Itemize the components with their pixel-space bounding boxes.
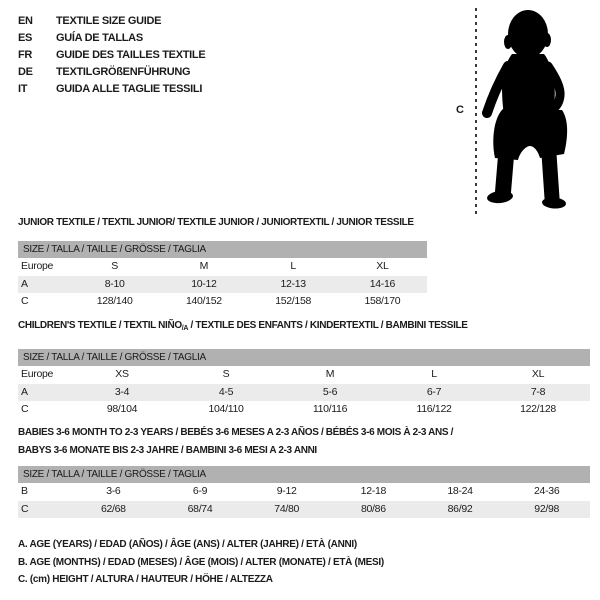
value-cell: 7-8	[530, 385, 546, 398]
value-cell: 86/92	[447, 502, 473, 515]
size-column: S	[222, 368, 230, 380]
footnote-c: C. (cm) HEIGHT / ALTURA / HAUTEUR / HÖHE / ALTEZZA	[18, 574, 273, 586]
value-cell: 8-10	[104, 277, 125, 290]
junior-row-a	[18, 276, 427, 294]
lang-label-en: TEXTILE SIZE GUIDE	[56, 15, 162, 27]
lang-label-it: GUIDA ALLE TAGLIE TESSILI	[56, 83, 203, 95]
value-cell: 12-18	[360, 485, 387, 497]
junior-size-table	[18, 241, 427, 311]
row-label: A	[21, 277, 28, 290]
row-label: C	[21, 403, 29, 415]
lang-label-es: GUÍA DE TALLAS	[56, 32, 143, 44]
toddler-silhouette	[478, 8, 570, 210]
value-cell: 158/170	[364, 295, 401, 307]
lang-label-de: TEXTILGRÖßENFÜHRUNG	[56, 66, 191, 78]
value-cell: 6-9	[192, 485, 208, 497]
junior-row-c	[18, 293, 427, 311]
size-column: S	[111, 260, 118, 272]
value-cell: 68/74	[187, 502, 213, 515]
children-size-table	[18, 349, 590, 419]
value-cell: 12-13	[280, 277, 306, 290]
children-row-c	[18, 401, 590, 419]
value-cell: 9-12	[276, 485, 297, 497]
value-cell: 18-24	[447, 485, 473, 497]
value-cell: 116/122	[416, 403, 452, 415]
babies-title-line2: BABYS 3-6 MONATE BIS 2-3 JAHRE / BAMBINI 3-6 MESI A 2-3 ANNI	[18, 445, 317, 456]
children-title-part1: CHILDREN'S TEXTILE / TEXTIL NIÑO	[18, 320, 182, 331]
value-cell: 3-4	[114, 385, 130, 398]
value-cell: 62/68	[100, 502, 126, 515]
row-label: A	[21, 385, 28, 398]
lang-code-es: ES	[18, 32, 33, 44]
babies-size-table	[18, 466, 590, 518]
value-cell: 98/104	[106, 403, 138, 415]
language-header	[18, 13, 205, 98]
lang-code-en: EN	[18, 15, 33, 27]
children-columns-row	[18, 366, 590, 384]
children-size-header: SIZE / TALLA / TAILLE / GRÖSSE / TAGLIA	[18, 349, 590, 366]
value-cell: 122/128	[520, 403, 556, 415]
value-cell: 80/86	[360, 502, 386, 515]
lang-code-de: DE	[18, 66, 33, 78]
row-label: C	[21, 502, 29, 515]
value-cell: 5-6	[322, 385, 338, 398]
junior-section-title: JUNIOR TEXTILE / TEXTIL JUNIOR/ TEXTILE JUNIOR / JUNIORTEXTIL / JUNIOR TESSILE	[18, 217, 414, 228]
junior-size-header: SIZE / TALLA / TAILLE / GRÖSSE / TAGLIA	[18, 241, 427, 258]
babies-row-c	[18, 501, 590, 519]
row-label: C	[21, 295, 29, 307]
size-column: XL	[531, 368, 545, 380]
value-cell: 4-5	[218, 385, 234, 398]
size-column: L	[290, 260, 296, 272]
size-column: XL	[376, 260, 389, 272]
value-cell: 10-12	[191, 277, 217, 290]
value-cell: 92/98	[534, 502, 560, 515]
value-cell: 14-16	[369, 277, 396, 290]
size-column: L	[431, 368, 437, 380]
region-label: Europe	[21, 260, 54, 272]
babies-section-title	[18, 424, 578, 460]
height-measure-dotted-line	[475, 8, 477, 216]
babies-title-line1: BABIES 3-6 MONTH TO 2-3 YEARS / BEBÉS 3-6 MESES A 2-3 AÑOS / BÉBÉS 3-6 MOIS À 2-3 ANS /	[18, 427, 454, 438]
value-cell: 74/80	[274, 502, 300, 515]
region-label: Europe	[21, 368, 54, 380]
lang-code-fr: FR	[18, 49, 33, 61]
row-label: B	[21, 485, 28, 497]
footnotes	[18, 536, 384, 589]
children-title-part2: / TEXTILE DES ENFANTS / KINDERTEXTIL / BAMBINI TESSILE	[188, 320, 468, 331]
height-measure-label: C	[456, 104, 464, 116]
value-cell: 104/110	[208, 403, 244, 415]
value-cell: 152/158	[275, 295, 312, 307]
value-cell: 24-36	[534, 485, 560, 497]
size-column: M	[325, 368, 335, 380]
children-section-title	[18, 319, 468, 336]
babies-size-header: SIZE / TALLA / TAILLE / GRÖSSE / TAGLIA	[18, 466, 590, 483]
footnote-a: A. AGE (YEARS) / EDAD (AÑOS) / ÂGE (ANS) / ALTER (JAHRE) / ETÀ (ANNI)	[18, 539, 357, 550]
value-cell: 6-7	[426, 385, 442, 398]
size-column: M	[199, 260, 209, 272]
lang-label-fr: GUIDE DES TAILLES TEXTILE	[56, 49, 206, 61]
value-cell: 128/140	[96, 295, 133, 307]
value-cell: 3-6	[106, 485, 121, 497]
value-cell: 140/152	[185, 295, 222, 307]
lang-code-it: IT	[18, 83, 28, 95]
children-title-subscript: /A	[181, 325, 189, 332]
size-column: XS	[115, 368, 129, 380]
footnote-b: B. AGE (MONTHS) / EDAD (MESES) / ÂGE (MOIS) / ALTER (MONATE) / ETÀ (MESI)	[18, 556, 384, 568]
junior-columns-row	[18, 258, 427, 276]
children-row-a	[18, 384, 590, 402]
babies-row-b	[18, 483, 590, 501]
value-cell: 110/116	[312, 403, 348, 415]
